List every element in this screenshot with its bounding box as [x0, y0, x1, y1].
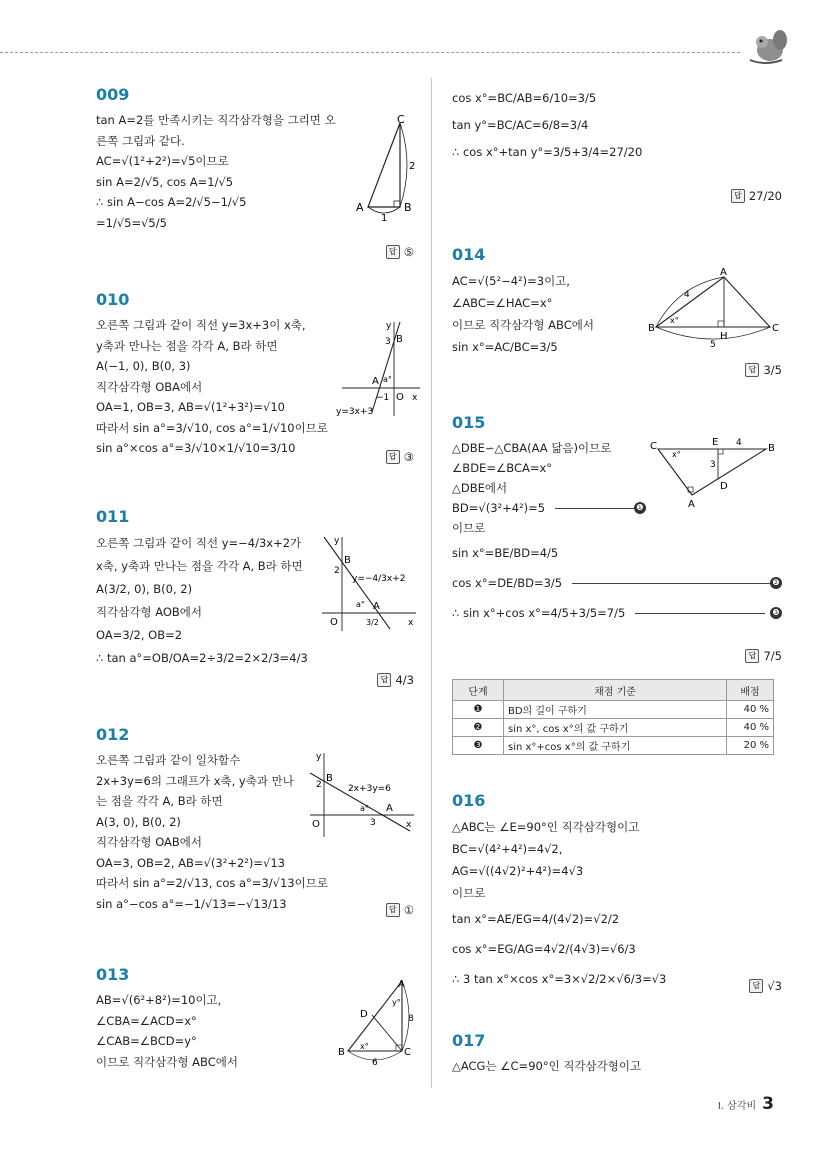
answer-box-icon: 답 — [386, 450, 400, 464]
answer-013 — [731, 189, 782, 203]
line: 따라서 sin a°=3/√10, cos a°=1/√10이므로 — [96, 420, 328, 435]
step-cell: ❷ — [453, 719, 504, 737]
step-cell: ❸ — [453, 737, 504, 755]
line: sin A=2/√5, cos A=1/√5 — [96, 174, 234, 189]
line: ∴ tan a°=OB/OA=2÷3/2=2×2/3=4/3 — [96, 651, 308, 665]
line: △ACG는 ∠C=90°인 직각삼각형이고 — [452, 1059, 642, 1073]
answer-009 — [386, 245, 414, 259]
label-A: A — [372, 376, 379, 387]
label-eight: 8 — [408, 1014, 414, 1024]
answer-box-icon: 답 — [749, 979, 763, 993]
label-A: A — [720, 267, 727, 278]
line: A(3, 0), B(0, 2) — [96, 814, 181, 829]
page-footer — [718, 1094, 774, 1114]
line: 따라서 sin a°=2/√13, cos a°=3/√13이므로 — [96, 876, 328, 890]
line: ∠CBA=∠ACD=x° — [96, 1013, 197, 1028]
line: cos x°=BC/AB=6/10=3/5 — [452, 91, 597, 105]
chapter-label: Ⅰ. 삼각비 — [717, 1101, 757, 1112]
solution-text — [452, 85, 782, 166]
label-O: O — [312, 819, 320, 830]
problem-017 — [452, 1031, 782, 1077]
line: 오른쪽 그림과 같이 직선 y=−4/3x+2가 — [96, 536, 302, 550]
label-H: H — [720, 331, 728, 342]
figure-010 — [332, 320, 422, 420]
answer-014 — [745, 363, 782, 377]
table-header-row — [453, 680, 774, 701]
solution-text — [452, 816, 782, 994]
problem-number: 011 — [96, 507, 130, 526]
step-mark: ❷ — [770, 577, 782, 589]
line: sin a°−cos a°=−1/√13=−√13/13 — [96, 896, 287, 911]
label-A: A — [398, 979, 405, 990]
label-O: O — [330, 617, 338, 628]
problem-014 — [452, 245, 782, 377]
answer-value: √3 — [767, 979, 782, 993]
label-A: A — [386, 803, 393, 814]
problem-009 — [96, 85, 416, 259]
criterion-cell: sin x°, cos x°의 값 구하기 — [504, 719, 727, 737]
label-four: 4 — [736, 438, 742, 448]
figure-015 — [650, 435, 778, 507]
label-A: A — [373, 601, 380, 612]
line: 이므로 — [452, 521, 486, 535]
label-D: D — [360, 1009, 368, 1020]
line: cos x°=EG/AG=4√2/(4√3)=√6/3 — [452, 942, 636, 956]
step-cell: ❶ — [453, 701, 504, 719]
problem-number: 013 — [96, 965, 130, 984]
label-C: C — [404, 1047, 411, 1058]
answer-box-icon: 답 — [386, 245, 400, 259]
label-B: B — [338, 1047, 345, 1058]
line-with-mark — [452, 598, 782, 628]
figure-013 — [336, 977, 421, 1073]
label-y: y — [334, 536, 340, 546]
answer-value: ③ — [403, 450, 414, 464]
line: tan A=2를 만족시키는 직각삼각형을 그리면 오 — [96, 113, 336, 127]
problem-015 — [452, 413, 782, 753]
problem-number: 009 — [96, 85, 130, 104]
label-two: 2 — [316, 780, 322, 790]
line: ∠BDE=∠BCA=x° — [452, 461, 553, 475]
answer-015 — [745, 649, 782, 663]
label-A: A — [356, 201, 364, 214]
problem-013-continued — [452, 85, 782, 203]
problem-016 — [452, 791, 782, 994]
problem-number: 016 — [452, 791, 486, 810]
label-minus1: −1 — [376, 393, 390, 403]
problem-number: 014 — [452, 245, 486, 264]
line: △DBE∽△CBA(AA 닮음)이므로 — [452, 441, 612, 455]
line: OA=3/2, OB=2 — [96, 628, 183, 642]
problem-number: 015 — [452, 413, 486, 432]
label-B: B — [648, 323, 655, 334]
answer-box-icon: 답 — [745, 649, 759, 663]
page-number: 3 — [762, 1094, 774, 1114]
line: 이므로 직각삼각형 ABC에서 — [452, 318, 594, 332]
line: y축과 만나는 점을 각각 A, B라 하면 — [96, 338, 278, 353]
line: ∴ cos x°+tan y°=3/5+3/4=27/20 — [452, 145, 643, 159]
label-three: 3 — [370, 818, 376, 828]
problem-number: 010 — [96, 290, 130, 309]
leader-line — [555, 508, 643, 509]
line: sin a°×cos a°=3/√10×1/√10=3/10 — [96, 441, 296, 455]
line: cos x°=DE/BD=3/5 — [452, 576, 563, 590]
column-header: 배점 — [727, 680, 774, 701]
label-six: 6 — [372, 1058, 378, 1068]
label-y: y — [316, 752, 322, 762]
line: x축, y축과 만나는 점을 각각 A, B라 하면 — [96, 559, 303, 573]
label-B: B — [344, 555, 351, 566]
line: AG=√((4√2)²+4²)=4√3 — [452, 864, 584, 878]
table-row — [453, 701, 774, 719]
label-five: 5 — [710, 340, 716, 349]
points-cell: 40 % — [727, 719, 774, 737]
problem-010 — [96, 290, 418, 464]
leader-line — [635, 613, 765, 614]
line: 오른쪽 그림과 같이 일차함수 — [96, 753, 241, 767]
answer-012 — [386, 903, 414, 917]
line: 른쪽 그림과 같다. — [96, 133, 185, 148]
line: 오른쪽 그림과 같이 직선 y=3x+3이 x축, — [96, 318, 306, 332]
label-eq: 2x+3y=6 — [348, 784, 391, 794]
problem-number: 012 — [96, 725, 130, 744]
line: ∴ sin x°+cos x°=4/5+3/5=7/5 — [452, 606, 626, 620]
line: 직각삼각형 AOB에서 — [96, 605, 203, 619]
label-angle: a° — [356, 600, 365, 609]
line: OA=3, OB=2, AB=√(3²+2²)=√13 — [96, 855, 285, 870]
problem-011 — [96, 507, 414, 687]
answer-011 — [377, 673, 414, 687]
line: BD=√(3²+4²)=5 — [452, 501, 546, 515]
column-header: 단계 — [453, 680, 504, 701]
label-angle: a° — [383, 375, 392, 384]
label-x: x° — [360, 1042, 369, 1051]
line: =1/√5=√5/5 — [96, 215, 167, 230]
figure-014 — [648, 267, 782, 349]
line: OA=1, OB=3, AB=√(1²+3²)=√10 — [96, 400, 285, 414]
line: △DBE에서 — [452, 481, 508, 495]
problem-013 — [96, 965, 414, 1072]
label-E: E — [712, 437, 719, 448]
figure-011 — [318, 533, 418, 633]
label-y: y° — [392, 998, 401, 1007]
line: A(3/2, 0), B(0, 2) — [96, 582, 193, 596]
answer-value: ⑤ — [403, 245, 414, 259]
label-angle: a° — [360, 804, 369, 813]
line: AC=√(5²−4²)=3이고, — [452, 274, 570, 288]
answer-value: 3/5 — [763, 363, 782, 377]
line: ∴ sin A−cos A=2/√5−1/√5 — [96, 195, 247, 209]
label-x: x — [406, 820, 412, 830]
criterion-cell: sin x°+cos x°의 값 구하기 — [504, 737, 727, 755]
label-B: B — [326, 773, 333, 784]
answer-010 — [386, 450, 414, 464]
figure-012 — [306, 751, 416, 841]
grading-table — [452, 679, 774, 755]
label-x: x° — [672, 450, 681, 459]
label-ab: 1 — [381, 213, 388, 224]
answer-box-icon: 답 — [377, 673, 391, 687]
label-bc: 2 — [409, 161, 416, 172]
label-B: B — [396, 334, 403, 345]
line: AC=√(1²+2²)=√5이므로 — [96, 154, 229, 168]
column-divider — [431, 78, 432, 1088]
line: sin x°=BE/BD=4/5 — [452, 546, 559, 560]
label-x: x — [408, 618, 414, 628]
problem-012 — [96, 725, 414, 917]
points-cell: 40 % — [727, 701, 774, 719]
line: △ABC는 ∠E=90°인 직각삼각형이고 — [452, 820, 640, 834]
label-C: C — [650, 441, 657, 452]
label-A: A — [688, 499, 695, 507]
label-xa: 3/2 — [366, 618, 379, 627]
label-four: 4 — [684, 290, 690, 300]
label-three: 3 — [385, 337, 391, 347]
mascot-icon — [740, 30, 790, 72]
step-mark: ❸ — [770, 607, 782, 619]
line: tan y°=BC/AC=6/8=3/4 — [452, 118, 589, 132]
answer-value: 7/5 — [763, 649, 782, 663]
line: 는 점을 각각 A, B라 하면 — [96, 794, 223, 808]
label-y: y — [386, 321, 392, 331]
answer-box-icon: 답 — [731, 189, 745, 203]
line: sin x°=AC/BC=3/5 — [452, 340, 558, 354]
line: ∠ABC=∠HAC=x° — [452, 296, 553, 310]
leader-line — [572, 583, 772, 584]
label-B: B — [404, 201, 412, 214]
line: 이므로 직각삼각형 ABC에서 — [96, 1054, 238, 1069]
line: BC=√(4²+4²)=4√2, — [452, 842, 563, 856]
line: 직각삼각형 OAB에서 — [96, 835, 203, 849]
line: 직각삼각형 OBA에서 — [96, 379, 203, 394]
line: 이므로 — [452, 886, 486, 900]
criterion-cell: BD의 길이 구하기 — [504, 701, 727, 719]
table-row — [453, 719, 774, 737]
label-x: x — [412, 393, 418, 403]
step-mark: ❶ — [634, 502, 646, 514]
label-eq: y=3x+3 — [336, 407, 374, 417]
line: tan x°=AE/EG=4/(4√2)=√2/2 — [452, 912, 620, 926]
answer-box-icon: 답 — [745, 363, 759, 377]
line-with-mark — [452, 568, 782, 598]
label-B: B — [768, 443, 775, 454]
column-header: 채점 기준 — [504, 680, 727, 701]
line: AB=√(6²+8²)=10이고, — [96, 993, 222, 1007]
points-cell: 20 % — [727, 737, 774, 755]
label-x: x° — [670, 316, 679, 325]
answer-value: 27/20 — [748, 189, 782, 203]
label-eq: y=−4/3x+2 — [352, 574, 406, 584]
label-D: D — [720, 481, 728, 492]
answer-value: 4/3 — [395, 673, 414, 687]
line: ∴ 3 tan x°×cos x°=3×√2/2×√6/3=√3 — [452, 972, 667, 986]
label-O: O — [396, 392, 404, 403]
figure-009 — [348, 115, 423, 225]
header-dashed-rule — [0, 52, 740, 53]
answer-value: ① — [403, 903, 414, 917]
table-row — [453, 737, 774, 755]
answer-box-icon: 답 — [386, 903, 400, 917]
line: ∠CAB=∠BCD=y° — [96, 1034, 197, 1048]
line: 2x+3y=6의 그래프가 x축, y축과 만나 — [96, 773, 294, 788]
problem-number: 017 — [452, 1031, 486, 1050]
label-C: C — [772, 323, 779, 334]
solution-text — [452, 1056, 782, 1077]
label-C: C — [397, 115, 405, 126]
answer-016 — [749, 979, 782, 993]
line: A(−1, 0), B(0, 3) — [96, 359, 191, 373]
label-three: 3 — [710, 460, 716, 470]
label-two: 2 — [334, 566, 340, 576]
